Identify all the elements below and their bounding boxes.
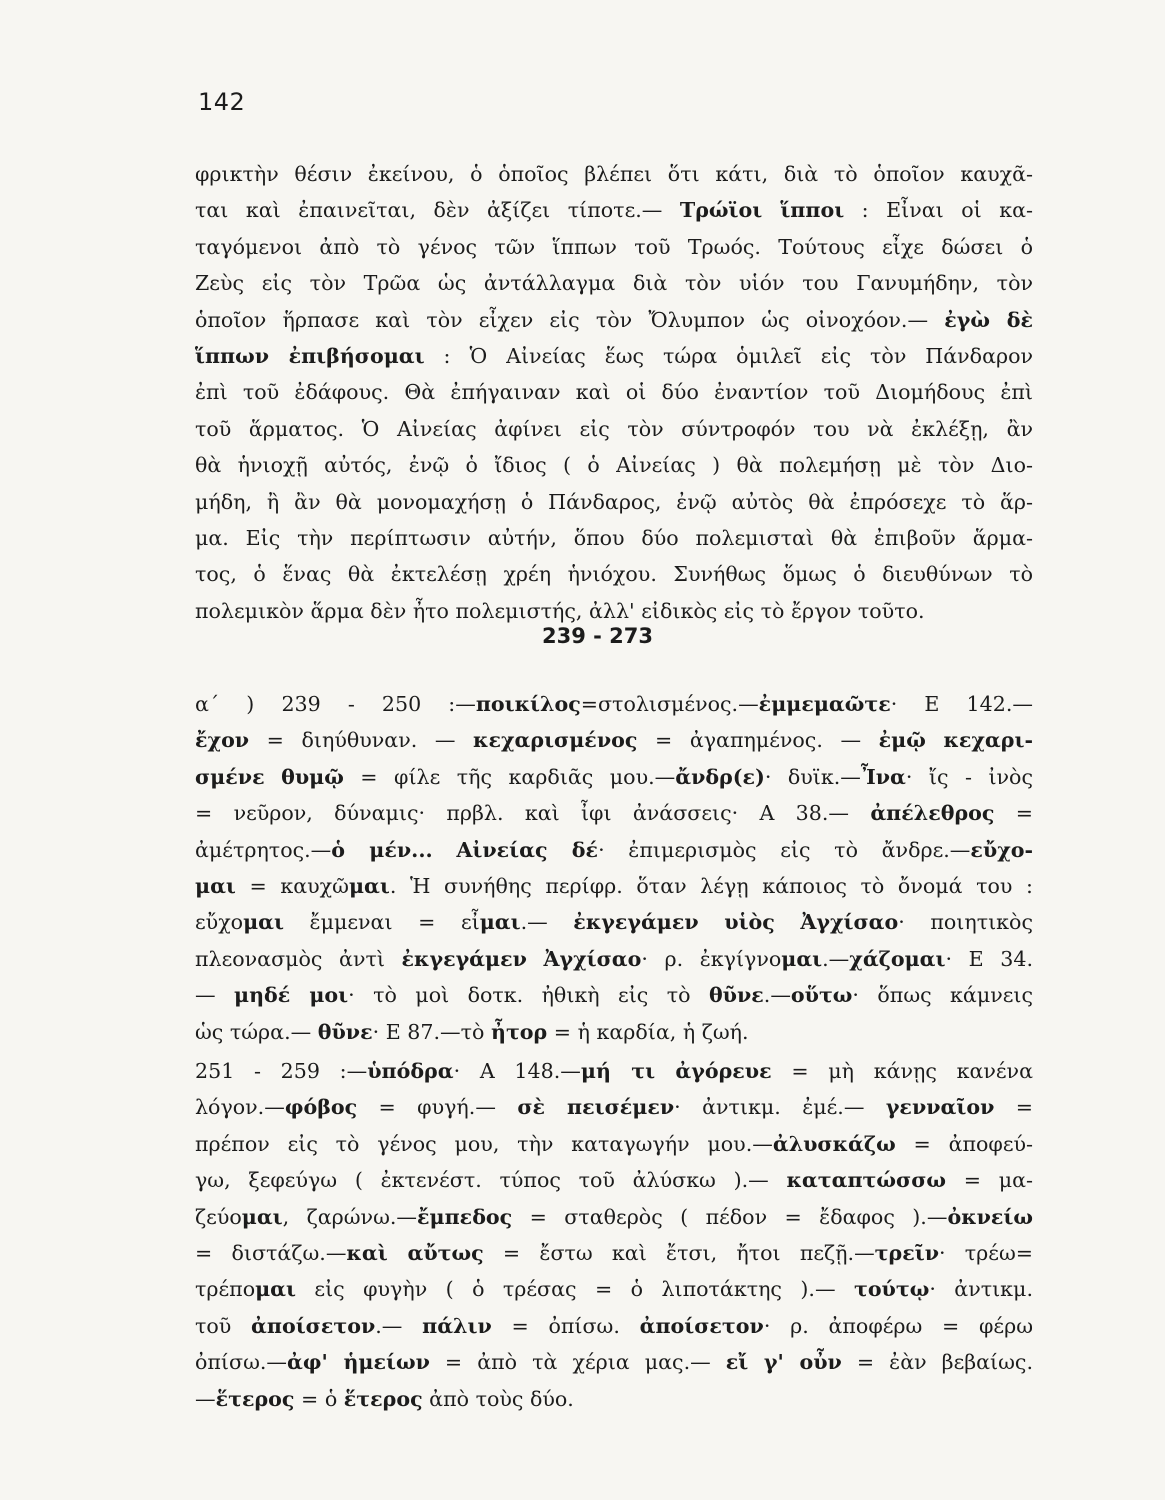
note-line: εὔχομαι ἔμμεναι = εἶμαι.— ἐκγεγάμεν υἱὸς Ἀγχίσαο· ποιητικὸς — [195, 910, 1033, 935]
intro-line: τοῦ ἅρματος. Ὁ Αἰνείας ἀφίνει εἰς τὸν σύντροφόν του νὰ ἐκλέξῃ, ἂν — [195, 416, 1033, 441]
note-line: —ἕτερος = ὁ ἕτερος ἀπὸ τοὺς δύο. — [195, 1386, 574, 1411]
note-line: πλεονασμὸς ἀντὶ ἐκγεγάμεν Ἀγχίσαο· ρ. ἐκγίγνομαι.—χάζομαι· Ε 34. — [195, 946, 1033, 971]
note-line: τρέπομαι εἰς φυγὴν ( ὁ τρέσας = ὁ λιποτάκτης ).— τούτῳ· ἀντικμ. — [195, 1277, 1033, 1302]
note-line: 251 - 259 :—ὑπόδρα· Α 148.—μή τι ἀγόρευε = μὴ κάνῃς κανένα — [195, 1059, 1033, 1083]
note-line: πρέπον εἰς τὸ γένος μου, τὴν καταγωγήν μου.—ἀλυσκάζω = ἀποφεύ- — [195, 1131, 1033, 1156]
note-line: μαι = καυχῶμαι. Ἡ συνήθης περίφρ. ὅταν λέγῃ κάποιος τὸ ὄνομά του : — [195, 874, 1033, 899]
note-line: λόγον.—φόβος = φυγή.— σὲ πεισέμεν· ἀντικμ. ἐμέ.— γενναῖον = — [195, 1095, 1034, 1120]
note-line: ἔχον = διηύθυναν. — κεχαρισμένος = ἀγαπημένος. — ἐμῷ κεχαρι- — [195, 728, 1033, 753]
note-line: = διστάζω.—καὶ αὔτως = ἔστω καὶ ἔτσι, ἤτοι πεζῇ.—τρεῖν· τρέω= — [195, 1241, 1033, 1266]
note-line: ζεύομαι, ζαρώνω.—ἔμπεδος = σταθερὸς ( πέδον = ἔδαφος ).—ὀκνείω — [195, 1204, 1034, 1229]
intro-line: ται καὶ ἐπαινεῖται, δὲν ἀξίζει τίποτε.— Τρώϊοι ἵπποι : Εἶναι οἱ κα- — [195, 198, 1033, 223]
intro-line: τος, ὁ ἕνας θὰ ἐκτελέσῃ χρέη ἡνιόχου. Συνήθως ὅμως ὁ διευθύνων τὸ — [195, 562, 1033, 587]
intro-commentary — [195, 156, 1033, 629]
note-line: ἀμέτρητος.—ὁ μέν... Αἰνείας δέ· ἐπιμερισμὸς εἰς τὸ ἄνδρε.—εὔχο- — [195, 837, 1034, 862]
section-a-notes — [195, 686, 1033, 1050]
note-line: α΄ ) 239 - 250 :—ποικίλος=στολισμένος.—ἐμμεμαῶτε· Ε 142.— — [195, 692, 1033, 716]
section-b-notes — [195, 1053, 1033, 1417]
intro-line: μα. Εἰς τὴν περίπτωσιν αὐτήν, ὅπου δύο πολεμισταὶ θὰ ἐπιβοῦν ἅρμα- — [195, 526, 1033, 551]
intro-line: θὰ ἡνιοχῇ αὐτός, ἐνῷ ὁ ἴδιος ( ὁ Αἰνείας ) θὰ πολεμήσῃ μὲ τὸν Διο- — [195, 453, 1033, 478]
note-line: — μηδέ μοι· τὸ μοὶ δοτκ. ἠθικὴ εἰς τὸ θῦνε.—οὕτω· ὅπως κάμνεις — [195, 983, 1034, 1008]
note-line: γω, ξεφεύγω ( ἐκτενέστ. τύπος τοῦ ἀλύσκω ).— καταπτώσσω = μα- — [195, 1168, 1033, 1193]
intro-line: πολεμικὸν ἅρμα δὲν ἦτο πολεμιστής, ἀλλ' εἰδικὸς εἰς τὸ ἔργον τοῦτο. — [195, 598, 925, 623]
note-line: σμένε θυμῷ = φίλε τῆς καρδιᾶς μου.—ἄνδρ(ε)· δυϊκ.—Ἶνα· ἴς - ἰνὸς — [195, 764, 1033, 789]
intro-line: ταγόμενοι ἀπὸ τὸ γένος τῶν ἵππων τοῦ Τρωός. Τούτους εἶχε δώσει ὁ — [195, 234, 1033, 259]
intro-line: ὁποῖον ἥρπασε καὶ τὸν εἶχεν εἰς τὸν Ὄλυμπον ὡς οἰνοχόον.— ἐγὼ δὲ — [195, 307, 1033, 332]
note-line: ὡς τώρα.— θῦνε· Ε 87.—τὸ ἦτορ = ἡ καρδία, ἡ ζωή. — [195, 1019, 749, 1044]
intro-line: Ζεὺς εἰς τὸν Τρῶα ὡς ἀντάλλαγμα διὰ τὸν υἱόν του Γανυμήδην, τὸν — [195, 271, 1033, 296]
intro-line: μήδη, ἢ ἂν θὰ μονομαχήσῃ ὁ Πάνδαρος, ἐνῷ αὐτὸς θὰ ἐπρόσεχε τὸ ἅρ- — [195, 489, 1033, 514]
intro-line: ἐπὶ τοῦ ἐδάφους. Θὰ ἐπήγαιναν καὶ οἱ δύο ἐναντίον τοῦ Διομήδους ἐπὶ — [195, 380, 1033, 405]
note-line: = νεῦρον, δύναμις· πρβλ. καὶ ἶφι ἀνάσσεις· Α 38.— ἀπέλεθρος = — [195, 801, 1033, 826]
note-line: τοῦ ἀποίσετον.— πάλιν = ὀπίσω. ἀποίσετον· ρ. ἀποφέρω = φέρω — [195, 1313, 1033, 1338]
intro-line: ἵππων ἐπιβήσομαι : Ὁ Αἰνείας ἕως τώρα ὁμιλεῖ εἰς τὸν Πάνδαρον — [195, 344, 1033, 369]
page-number: 142 — [198, 88, 246, 116]
section-heading: 239 - 273 — [541, 624, 653, 648]
intro-line: φρικτὴν θέσιν ἐκείνου, ὁ ὁποῖος βλέπει ὅτι κάτι, διὰ τὸ ὁποῖον καυχᾶ- — [195, 162, 1033, 186]
note-line: ὀπίσω.—ἀφ' ἡμείων = ἀπὸ τὰ χέρια μας.— εἴ γ' οὖν = ἐὰν βεβαίως. — [195, 1350, 1033, 1375]
